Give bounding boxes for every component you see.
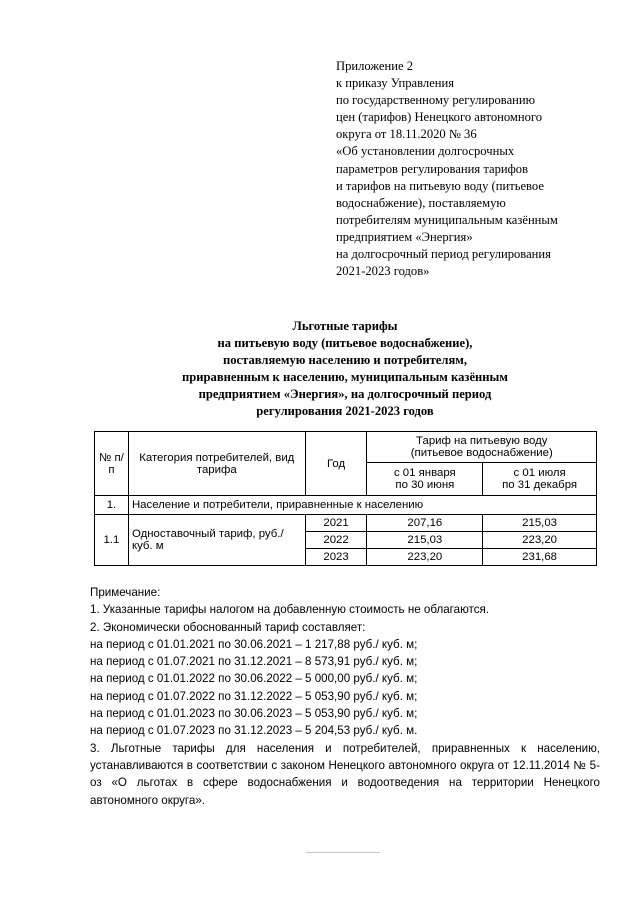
header-year: Год xyxy=(305,432,367,496)
appendix-line: Приложение 2 xyxy=(336,59,414,73)
note-period: на период с 01.01.2023 по 30.06.2023 – 5 053,90 руб./ куб. м; xyxy=(90,707,418,721)
row-tariff-period-1: 223,20 xyxy=(367,549,483,566)
note-3: 3. Льготные тарифы для населения и потребителей, приравненных к населению, устанавливаются в соответствии с законом Ненецкого автономного округа от 12.11.2014 № 5-оз «О льготах в сфере водоснабжения и водоотведения на территории Ненецкого автономного округа». xyxy=(90,741,600,807)
table-row xyxy=(95,515,597,532)
row-tariff-period-2: 215,03 xyxy=(483,515,597,532)
appendix-line: «Об установлении долгосрочных xyxy=(336,144,515,159)
appendix-line: к приказу Управления xyxy=(336,76,455,91)
note-period: на период с 01.01.2022 по 30.06.2022 – 5 000,00 руб./ куб. м; xyxy=(90,672,418,686)
title-line: предприятием «Энергия», на долгосрочный период xyxy=(198,387,492,402)
title-line: поставляемую населению и потребителям, xyxy=(222,353,468,368)
period-1-line: с 01 января xyxy=(393,467,456,479)
header-period-2 xyxy=(483,463,597,496)
document-title xyxy=(90,318,600,421)
period-1-line: по 30 июня xyxy=(395,479,455,491)
row-tariff-period-2: 223,20 xyxy=(483,532,597,549)
appendix-line: цен (тарифов) Ненецкого автономного xyxy=(336,110,543,125)
footer-divider xyxy=(306,852,380,853)
appendix-line: предприятием «Энергия» xyxy=(336,229,473,244)
title-line: Льготные тарифы xyxy=(292,319,398,333)
note-period: на период с 01.07.2021 по 31.12.2021 – 8 573,91 руб./ куб. м; xyxy=(90,655,418,669)
header-num: № п/п xyxy=(95,432,129,496)
header-period-1 xyxy=(367,463,483,496)
period-2-line: по 31 декабря xyxy=(502,479,578,491)
appendix-line: по государственному регулированию xyxy=(336,93,536,108)
row-tariff-period-1: 207,16 xyxy=(367,515,483,532)
appendix-line: водоснабжение), поставляемую xyxy=(336,195,506,210)
note-period: на период с 01.07.2023 по 31.12.2023 – 5 204,53 руб./ куб. м. xyxy=(90,724,418,738)
header-category: Категория потребителей, вид тарифа xyxy=(128,432,305,496)
notes-block xyxy=(90,584,600,809)
notes-heading: Примечание: xyxy=(90,586,161,599)
appendix-line: 2021-2023 годов» xyxy=(336,264,430,279)
title-line: регулирования 2021-2023 годов xyxy=(256,404,434,419)
header-tariff xyxy=(367,432,597,463)
note-period: на период с 01.01.2021 по 30.06.2021 – 1 217,88 руб./ куб. м; xyxy=(90,637,418,651)
header-tariff-line: (питьевое водоснабжение) xyxy=(410,447,553,459)
section-num: 1. xyxy=(95,496,129,515)
row-year: 2023 xyxy=(305,549,367,566)
title-line: приравненным к населению, муниципальным казённым xyxy=(182,370,508,385)
appendix-line: на долгосрочный период регулирования xyxy=(336,247,551,262)
period-2-line: с 01 июля xyxy=(513,467,566,479)
title-line: на питьевую воду (питьевое водоснабжение), xyxy=(217,336,473,351)
note-2: 2. Экономически обоснованный тариф составляет: xyxy=(90,620,366,634)
appendix-line: округа от 18.11.2020 № 36 xyxy=(336,127,477,142)
appendix-line: потребителям муниципальным казённым xyxy=(336,212,558,227)
item-num: 1.1 xyxy=(95,515,129,566)
row-year: 2021 xyxy=(305,515,367,532)
note-1: 1. Указанные тарифы налогом на добавленную стоимость не облагаются. xyxy=(90,603,490,617)
note-period: на период с 01.07.2022 по 31.12.2022 – 5 053,90 руб./ куб. м; xyxy=(90,689,418,703)
appendix-block xyxy=(336,58,626,280)
section-label: Население и потребители, приравненные к населению xyxy=(128,496,596,515)
item-label: Одноставочный тариф, руб./куб. м xyxy=(128,515,305,566)
header-tariff-line: Тариф на питьевую воду xyxy=(416,435,548,447)
row-tariff-period-2: 231,68 xyxy=(483,549,597,566)
row-year: 2022 xyxy=(305,532,367,549)
tariff-table xyxy=(94,431,597,566)
row-tariff-period-1: 215,03 xyxy=(367,532,483,549)
appendix-line: параметров регулирования тарифов xyxy=(336,161,529,176)
appendix-line: и тарифов на питьевую воду (питьевое xyxy=(336,178,544,193)
